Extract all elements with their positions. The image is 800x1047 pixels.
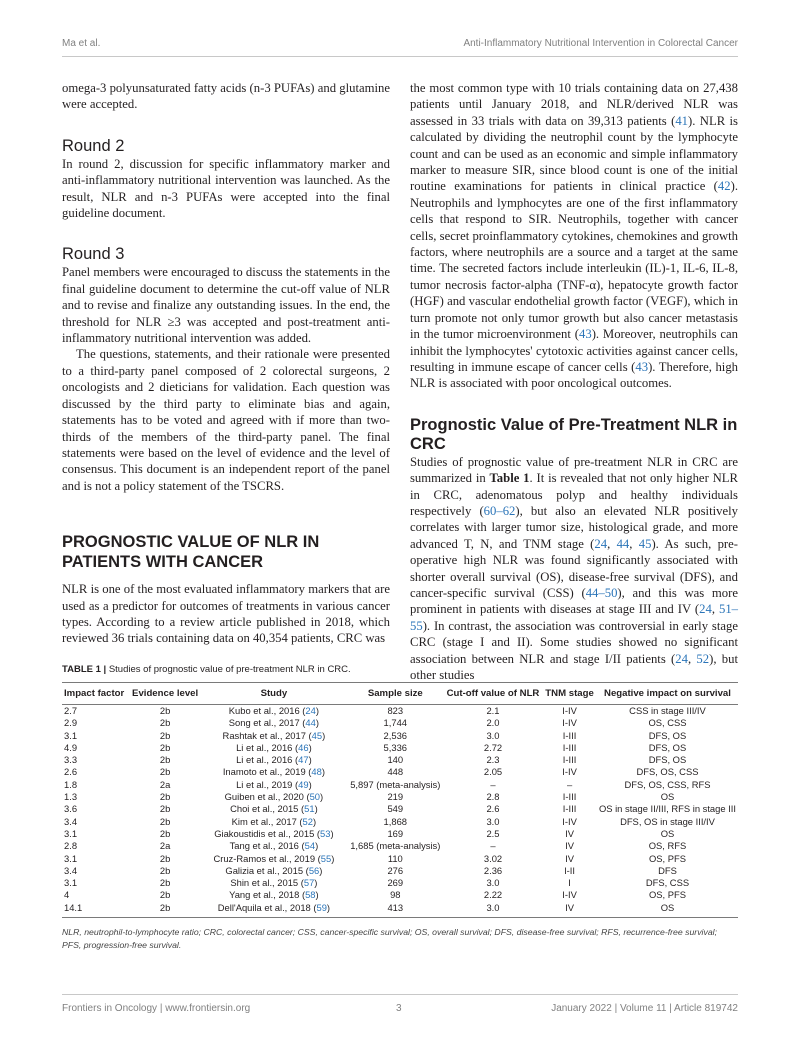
heading-round-3: Round 3 [62, 245, 125, 264]
table-reference[interactable]: Table 1 [489, 471, 530, 486]
cell-negative-impact: DFS, OS, CSS, RFS [624, 778, 711, 790]
cell-tnm-stage: I-III [562, 741, 577, 753]
cell-study: Choi et al., 2015 (51) [230, 803, 318, 815]
header-impact-factor: Impact factor [62, 683, 129, 705]
cell-evidence-level: 2b [159, 889, 171, 901]
cell-cutoff: 2.0 [486, 717, 500, 729]
citation-link[interactable]: 55 [320, 852, 332, 864]
cell-negative-impact: DFS, OS [648, 754, 687, 766]
cell-negative-impact: DFS, OS, CSS [636, 766, 699, 778]
cell-study: Kim et al., 2017 (52) [231, 815, 317, 827]
cell-cutoff: 3.0 [486, 729, 500, 741]
cell-cutoff: 2.1 [486, 705, 500, 716]
citation-link[interactable]: 24 [675, 651, 688, 666]
cell-cutoff: 3.02 [483, 852, 503, 864]
cell-evidence-level: 2b [159, 852, 171, 864]
table-row [62, 889, 738, 901]
paragraph-pretreatment: Studies of prognostic value of pre-treatment NLR in CRC are summarized in Table 1. It is revealed that not only higher NLR in CRC, adenomatous polyp and healthy individuals respectively (60–62), but also an elevated NLR positively correlates with larger tumor size, histological grade, and more advanced T, N, and TNM stage (24, 44, 45). As such, pre-operative high NLR was found significantly associated with shorter overall survival (OS), disease-free survival (DFS), and cancer-specific survival (CSS) (44–50), and this was more prominent in patients with diseases at stage III and IV (24, 51–55). In contrast, the association was controversial in early stage CRC (stage I and II). Some studies showed no significant association between NLR and stage I/II patients (24, 52), but other studies [410, 454, 739, 682]
cell-negative-impact: CSS in stage III/IV [629, 705, 706, 716]
cell-sample-size: 98 [390, 889, 401, 901]
cell-tnm-stage: I-IV [562, 766, 577, 778]
cell-study: Li et al., 2019 (49) [236, 778, 312, 790]
cell-tnm-stage: IV [565, 852, 574, 864]
cell-sample-size: 823 [387, 705, 404, 716]
cell-cutoff: 3.0 [486, 901, 500, 913]
cell-cutoff: 2.72 [483, 741, 503, 753]
cell-impact-factor: 3.4 [64, 864, 78, 876]
cell-sample-size: 5,897 (meta-analysis) [350, 778, 441, 790]
cell-cutoff: – [490, 778, 496, 790]
cell-sample-size: 219 [387, 791, 404, 803]
cell-sample-size: 269 [387, 877, 404, 889]
paragraph-third-party: The questions, statements, and their rationale were presented to a third-party panel composed of 2 colorectal surgeons, 2 oncologists and 2 dieticians for validation. Each question was discussed by the third party to eliminate bias and again, statements has to be voted and agreed with if more than two-thirds of the members of the third-party panel. The final statements were based on the level of evidence and the level of consensus. This document is an independent report of the panel and is not a policy statement of the TSCRS. [62, 347, 390, 493]
citation-link[interactable]: 48 [311, 766, 322, 778]
paragraph-section-1: NLR is one of the most evaluated inflammatory markers that are used as a predictor for outcomes of treatments in various cancer types. According to a review article published in 2018, which reviewed 36 trials containing data on 40,354 patients, CRC was [62, 582, 390, 646]
cell-negative-impact: OS, PFS [648, 852, 686, 864]
cell-negative-impact: OS in stage II/III, RFS in stage III [598, 803, 736, 815]
cell-negative-impact: DFS, OS in stage III/IV [620, 815, 715, 827]
citation-link[interactable]: 53 [320, 827, 331, 839]
table-row [62, 705, 738, 718]
citation-link[interactable]: 51–55 [410, 602, 739, 633]
cell-cutoff: 2.05 [483, 766, 503, 778]
citation-link[interactable]: 43 [579, 327, 592, 342]
cell-impact-factor: 3.3 [64, 754, 78, 766]
cell-sample-size: 276 [387, 864, 404, 876]
table-row [62, 853, 738, 865]
footer-citation: January 2022 | Volume 11 | Article 819742 [551, 1003, 738, 1014]
footer-journal[interactable]: Frontiers in Oncology | www.frontiersin.org [62, 1003, 251, 1014]
cell-evidence-level: 2b [159, 705, 171, 716]
cell-negative-impact: OS, PFS [648, 889, 686, 901]
cell-study: Song et al., 2017 (44) [228, 717, 319, 729]
table-footnote: NLR, neutrophil-to-lymphocyte ratio; CRC, colorectal cancer; CSS, cancer-specific survival; OS, overall survival; DFS, disease-free survival; RFS, recurrence-free survival; PFS, progression-free survival. [62, 927, 717, 950]
cell-impact-factor: 4 [64, 889, 70, 901]
cell-impact-factor: 2.6 [64, 766, 78, 778]
cell-tnm-stage: I [568, 877, 571, 889]
cell-tnm-stage: I-II [564, 864, 576, 876]
cell-tnm-stage: I-IV [562, 889, 577, 901]
table-row [62, 779, 738, 791]
table-row [62, 840, 738, 852]
cell-evidence-level: 2a [159, 778, 171, 790]
table-row [62, 816, 738, 828]
cell-tnm-stage: IV [565, 901, 574, 913]
subsection-heading-pretreatment: Prognostic Value of Pre-Treatment NLR in CRC [410, 415, 738, 453]
cell-evidence-level: 2b [159, 741, 171, 753]
cell-study: Galizia et al., 2015 (56) [225, 864, 323, 876]
table-body [62, 705, 738, 918]
table-row [62, 902, 738, 918]
table-row [62, 754, 738, 766]
paragraph-nlr-mechanism: the most common type with 10 trials containing data on 27,438 patients until January 2018, and NLR/derived NLR was assessed in 33 trials with data on 39,313 patients (41). NLR is calculated by dividing the neutrophil count by the lymphocyte count and can be used as an economic and simple inflammatory marker to measure SIR, since blood count is one of the initial routine examinations for patients in clinical practice (42). Neutrophils and lymphocytes are one of the first inflammatory cells that respond to SIR. Neutrophils, together with cancer cells, secret proinflammatory cytokines, chemokines and growth factors, where neutrophils are a source and a target at the same time. The secreted factors include interleukin (IL)-1, IL-6, IL-8, tumor necrosis factor-alpha (TNF-α), hepatocyte growth factor (HGF) and vascular endothelial growth factor (VEGF), which in turn promote not only tumor growth but also cancer metastasis in the tumor microenvironment (43). Moreover, neutrophils can inhibit the lymphocytes' cytotoxic activities against cancer cells, resulting in immune escape of cancer cells (43). Therefore, high NLR is associated with poor oncological outcomes. [410, 81, 739, 391]
cell-study: Yang et al., 2018 (58) [229, 889, 319, 901]
cell-sample-size: 110 [387, 852, 403, 864]
cell-cutoff: 2.3 [486, 754, 500, 766]
cell-negative-impact: OS, CSS [648, 717, 687, 729]
cell-tnm-stage: I-III [562, 803, 577, 815]
citation-link[interactable]: 46 [298, 741, 309, 753]
page-footer [62, 1003, 738, 1014]
citation-link[interactable]: 24 [594, 536, 608, 551]
cell-impact-factor: 3.6 [64, 803, 78, 815]
cell-sample-size: 1,744 [383, 717, 408, 729]
cell-evidence-level: 2b [159, 877, 171, 889]
cell-study: Rashtak et al., 2017 (45) [222, 729, 326, 741]
citation-link[interactable]: 54 [304, 840, 316, 852]
cell-evidence-level: 2b [159, 717, 171, 729]
cell-tnm-stage: I-IV [562, 705, 577, 716]
running-header [62, 38, 738, 49]
table-row [62, 730, 738, 742]
cell-evidence-level: 2b [159, 815, 171, 827]
cell-sample-size: 169 [387, 827, 404, 839]
cell-cutoff: 2.22 [483, 889, 503, 901]
cell-evidence-level: 2b [159, 791, 171, 803]
cell-impact-factor: 2.8 [64, 840, 78, 852]
table-1 [62, 664, 738, 951]
cell-sample-size: 413 [387, 901, 404, 913]
cell-tnm-stage: IV [565, 840, 574, 852]
cell-cutoff: 2.6 [486, 803, 500, 815]
cell-impact-factor: 3.1 [64, 729, 78, 741]
cell-sample-size: 5,336 [383, 741, 408, 753]
citation-link[interactable]: 42 [717, 179, 731, 194]
table-row [62, 742, 738, 754]
header-evidence-level: Evidence level [129, 683, 201, 705]
citation-link[interactable]: 44 [305, 717, 316, 729]
citation-link[interactable]: 41 [675, 113, 688, 128]
cell-tnm-stage: I-III [562, 754, 577, 766]
table-row [62, 766, 738, 778]
table-header-row [62, 683, 738, 705]
cell-impact-factor: 14.1 [64, 901, 83, 913]
header-authors: Ma et al. [62, 38, 101, 49]
section-heading-prognostic: PROGNOSTIC VALUE OF NLR IN PATIENTS WITH CANCER [62, 533, 320, 572]
cell-sample-size: 140 [387, 754, 404, 766]
citation-link[interactable]: 60–62 [483, 503, 516, 518]
cell-tnm-stage: – [566, 778, 573, 790]
cell-negative-impact: DFS, OS [648, 741, 687, 753]
table-row [62, 865, 738, 877]
cell-negative-impact: DFS [658, 864, 677, 876]
cell-negative-impact: OS [660, 791, 675, 803]
right-column [410, 80, 738, 683]
header-negative-impact: Negative impact on survival [597, 683, 738, 705]
header-title: Anti-Inflammatory Nutritional Intervention in Colorectal Cancer [463, 38, 738, 49]
table-row [62, 791, 738, 803]
heading-round-2: Round 2 [62, 136, 125, 155]
cell-negative-impact: OS [660, 827, 675, 839]
citation-link[interactable]: 50 [309, 791, 321, 803]
cell-cutoff: 3.0 [486, 877, 500, 889]
table-row [62, 717, 738, 729]
cell-study: Guiben et al., 2020 (50) [224, 791, 324, 803]
citation-link[interactable]: 49 [298, 778, 309, 790]
cell-cutoff: 3.0 [486, 815, 500, 827]
citation-link[interactable]: 52 [696, 651, 710, 666]
cell-study: Shin et al., 2015 (57) [230, 877, 318, 889]
cell-study: Tang et al., 2016 (54) [229, 840, 319, 852]
cell-tnm-stage: I-IV [562, 815, 577, 827]
citation-link[interactable]: 57 [303, 877, 315, 889]
cell-impact-factor: 3.4 [64, 815, 78, 827]
cell-tnm-stage: IV [565, 827, 574, 839]
cell-evidence-level: 2b [159, 729, 171, 741]
cell-impact-factor: 3.1 [64, 852, 78, 864]
cell-evidence-level: 2b [159, 901, 171, 913]
cell-evidence-level: 2b [159, 754, 171, 766]
cell-impact-factor: 3.1 [64, 877, 78, 889]
citation-link[interactable]: 44–50 [585, 585, 618, 600]
cell-impact-factor: 3.1 [64, 827, 78, 839]
cell-sample-size: 2,536 [383, 729, 408, 741]
header-cutoff: Cut-off value of NLR [444, 683, 542, 705]
cell-study: Inamoto et al., 2019 (48) [222, 766, 325, 778]
header-study: Study [201, 683, 347, 705]
paragraph-intro: omega-3 polyunsaturated fatty acids (n-3 PUFAs) and glutamine were accepted. [62, 81, 390, 112]
citation-link[interactable]: 24 [699, 602, 712, 617]
studies-table [62, 682, 738, 918]
cell-impact-factor: 2.7 [64, 705, 78, 716]
table-row [62, 877, 738, 889]
citation-link[interactable]: 59 [316, 901, 327, 913]
citation-link[interactable]: 44 [616, 536, 630, 551]
cell-negative-impact: DFS, OS [648, 729, 687, 741]
citation-link[interactable]: 47 [298, 754, 309, 766]
cell-evidence-level: 2b [159, 827, 171, 839]
footer-divider [62, 994, 738, 995]
cell-study: Li et al., 2016 (47) [236, 754, 312, 766]
cell-sample-size: 549 [387, 803, 404, 815]
citation-link[interactable]: 52 [302, 815, 313, 827]
left-column [62, 80, 390, 647]
cell-tnm-stage: I-III [562, 791, 577, 803]
table-row [62, 828, 738, 840]
cell-negative-impact: OS [660, 901, 675, 913]
cell-evidence-level: 2b [159, 864, 171, 876]
cell-tnm-stage: I-III [562, 729, 577, 741]
paragraph-round-3: Panel members were encouraged to discuss the statements in the final guideline document to determine the cut-off value of NLR and to revise and finalize any outstanding issues. In the end, the threshold for NLR ≥3 was accepted and post-treatment anti-inflammatory nutritional intervention was added. [62, 265, 390, 346]
cell-negative-impact: OS, RFS [648, 840, 687, 852]
cell-tnm-stage: I-IV [562, 717, 577, 729]
cell-impact-factor: 1.8 [64, 778, 78, 790]
citation-link[interactable]: 43 [635, 359, 649, 374]
page-number: 3 [396, 1003, 402, 1014]
cell-evidence-level: 2b [159, 803, 171, 815]
cell-impact-factor: 2.9 [64, 717, 78, 729]
cell-sample-size: 448 [387, 766, 404, 778]
cell-study: Dell'Aquila et al., 2018 (59) [217, 901, 331, 913]
paragraph-round-2: In round 2, discussion for specific inflammatory marker and anti-inflammatory nutritional intervention was launched. As the result, NLR and n-3 PUFAs were accepted into the final guideline document. [62, 156, 390, 221]
table-caption: TABLE 1 | Studies of prognostic value of pre-treatment NLR in CRC. [62, 664, 351, 675]
cell-sample-size: 1,685 (meta-analysis) [350, 840, 441, 852]
header-sample-size: Sample size [347, 683, 444, 705]
citation-link[interactable]: 56 [308, 864, 320, 876]
citation-link[interactable]: 45 [311, 729, 323, 741]
cell-cutoff: 2.36 [483, 864, 503, 876]
citation-link[interactable]: 24 [305, 705, 316, 716]
table-row [62, 803, 738, 815]
cell-study: Cruz-Ramos et al., 2019 (55) [213, 852, 335, 864]
cell-cutoff: 2.5 [486, 827, 500, 839]
citation-link[interactable]: 51 [304, 803, 315, 815]
cell-impact-factor: 4.9 [64, 741, 78, 753]
citation-link[interactable]: 58 [305, 889, 316, 901]
cell-cutoff: 2.8 [486, 791, 500, 803]
citation-link[interactable]: 45 [638, 536, 652, 551]
cell-impact-factor: 1.3 [64, 791, 78, 803]
cell-study: Li et al., 2016 (46) [236, 741, 312, 753]
cell-negative-impact: DFS, CSS [645, 877, 690, 889]
cell-evidence-level: 2a [159, 840, 171, 852]
header-tnm-stage: TNM stage [542, 683, 597, 705]
cell-sample-size: 1,868 [383, 815, 408, 827]
cell-study: Kubo et al., 2016 (24) [228, 705, 319, 716]
cell-study: Giakoustidis et al., 2015 (53) [214, 827, 334, 839]
header-divider [62, 56, 738, 57]
cell-cutoff: – [490, 840, 496, 852]
cell-evidence-level: 2b [159, 766, 171, 778]
